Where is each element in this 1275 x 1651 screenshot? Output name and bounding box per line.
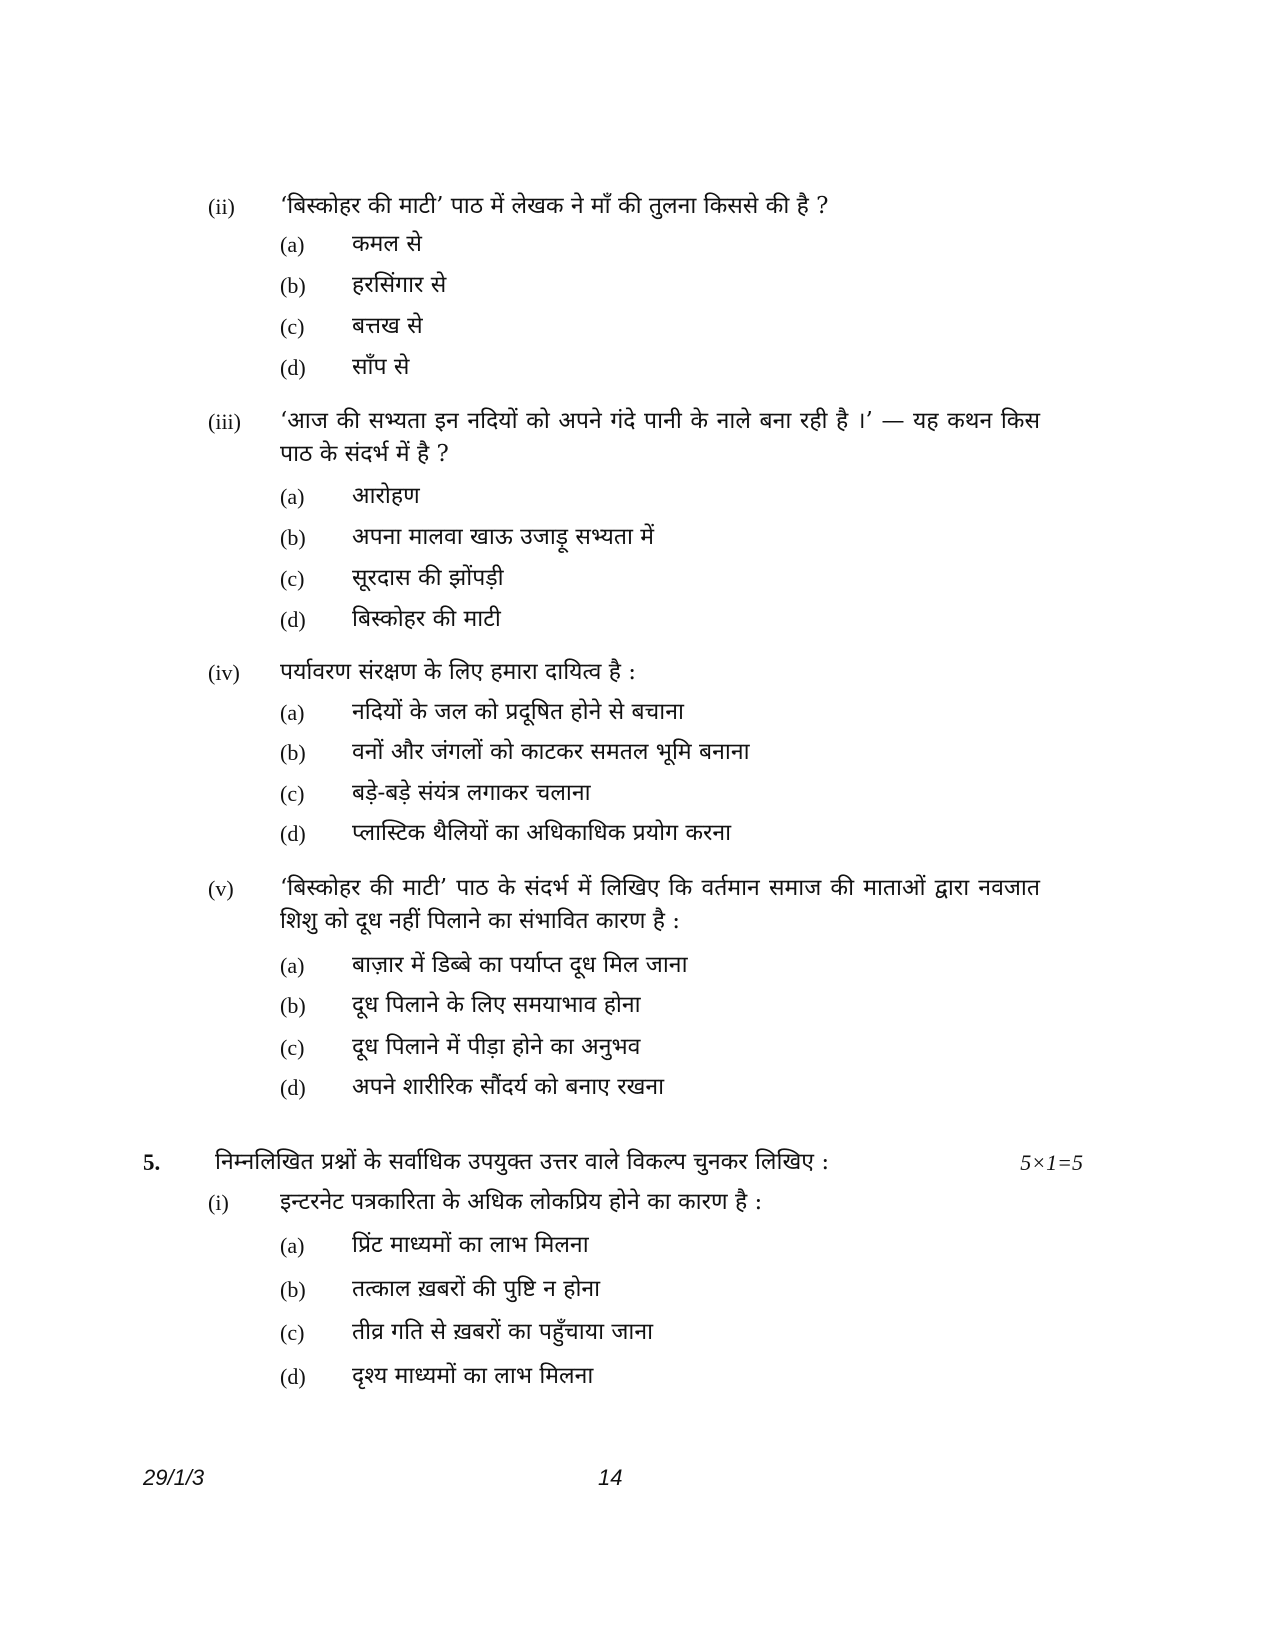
- option-d: [280, 603, 1000, 643]
- option-text: बड़े-बड़े संयंत्र लगाकर चलाना: [352, 780, 591, 806]
- page-number: 14: [598, 1465, 623, 1490]
- option-b: [280, 989, 1000, 1029]
- option-label: (c): [280, 1320, 305, 1345]
- paper-code: 29/1/3: [143, 1465, 205, 1490]
- option-label: (b): [280, 740, 306, 765]
- option-text: तीव्र गति से ख़बरों का पहुँचाया जाना: [352, 1319, 654, 1345]
- option-a: [280, 696, 1000, 736]
- option-c: [280, 1316, 1000, 1356]
- option-text: दृश्य माध्यमों का लाभ मिलना: [352, 1363, 594, 1389]
- option-text: अपना मालवा खाऊ उजाड़ू सभ्यता में: [352, 524, 654, 550]
- section-number: 5.: [143, 1150, 161, 1175]
- option-text: वनों और जंगलों को काटकर समतल भूमि बनाना: [352, 739, 750, 765]
- option-text: दूध पिलाने के लिए समयाभाव होना: [352, 992, 641, 1018]
- option-text: बिस्कोहर की माटी: [352, 606, 501, 632]
- option-c: [280, 562, 1000, 602]
- option-label: (b): [280, 993, 306, 1018]
- question-text: ‘बिस्कोहर की माटी’ पाठ के संदर्भ में लिखिए कि वर्तमान समाज की माताओं द्वारा नवजात शिशु को दूध नहीं पिलाने का संभावित कारण है :: [280, 875, 1040, 934]
- question-text: ‘आज की सभ्यता इन नदियों को अपने गंदे पानी के नाले बना रही है ।’ — यह कथन किस पाठ के संदर्भ में है ?: [280, 408, 1040, 467]
- option-a: [280, 228, 1000, 268]
- option-a: [280, 1229, 1000, 1269]
- option-text: आरोहण: [352, 483, 420, 509]
- option-text: दूध पिलाने में पीड़ा होने का अनुभव: [352, 1034, 641, 1060]
- option-text: सूरदास की झोंपड़ी: [352, 565, 504, 591]
- option-label: (d): [280, 607, 306, 632]
- option-label: (c): [280, 314, 305, 339]
- section-5-header: [143, 1146, 1083, 1186]
- option-label: (d): [280, 1364, 306, 1389]
- question-number: (iv): [208, 660, 240, 685]
- option-d: [280, 351, 1000, 391]
- option-label: (d): [280, 1075, 306, 1100]
- question-number: (ii): [208, 194, 235, 219]
- section-instruction: निम्नलिखित प्रश्नों के सर्वाधिक उपयुक्त उत्तर वाले विकल्प चुनकर लिखिए :: [215, 1149, 830, 1175]
- option-b: [280, 1273, 1000, 1313]
- option-text: हरसिंगार से: [352, 272, 447, 298]
- option-text: बाज़ार में डिब्बे का पर्याप्त दूध मिल जाना: [352, 952, 688, 978]
- option-text: साँप से: [352, 354, 410, 380]
- marks-allocation: 5×1=5: [1020, 1150, 1083, 1175]
- option-c: [280, 777, 1000, 817]
- option-label: (d): [280, 821, 306, 846]
- option-d: [280, 1360, 1000, 1400]
- option-label: (b): [280, 273, 306, 298]
- option-label: (a): [280, 953, 305, 978]
- option-label: (c): [280, 781, 305, 806]
- question-text: इन्टरनेट पत्रकारिता के अधिक लोकप्रिय होने का कारण है :: [280, 1189, 763, 1215]
- option-label: (a): [280, 232, 305, 257]
- option-label: (c): [280, 566, 305, 591]
- question-text: पर्यावरण संरक्षण के लिए हमारा दायित्व है :: [280, 659, 636, 685]
- option-b: [280, 521, 1000, 561]
- option-a: [280, 949, 1000, 989]
- option-text: बत्तख से: [352, 313, 423, 339]
- option-c: [280, 1031, 1000, 1071]
- question-number: (v): [208, 876, 234, 901]
- option-a: [280, 480, 1000, 520]
- question-text: ‘बिस्कोहर की माटी’ पाठ में लेखक ने माँ की तुलना किससे की है ?: [280, 193, 829, 219]
- option-label: (a): [280, 1233, 305, 1258]
- option-label: (b): [280, 1277, 306, 1302]
- option-text: नदियों के जल को प्रदूषित होने से बचाना: [352, 699, 684, 725]
- option-text: अपने शारीरिक सौंदर्य को बनाए रखना: [352, 1074, 665, 1100]
- question-number: (i): [208, 1190, 229, 1215]
- option-label: (d): [280, 355, 306, 380]
- option-d: [280, 1071, 1000, 1111]
- option-label: (a): [280, 700, 305, 725]
- option-c: [280, 310, 1000, 350]
- question-number: (iii): [208, 409, 241, 434]
- option-label: (b): [280, 525, 306, 550]
- option-b: [280, 736, 1000, 776]
- option-b: [280, 269, 1000, 309]
- option-text: प्लास्टिक थैलियों का अधिकाधिक प्रयोग करना: [352, 820, 732, 846]
- option-d: [280, 817, 1000, 857]
- option-text: तत्काल ख़बरों की पुष्टि न होना: [352, 1276, 601, 1302]
- option-text: कमल से: [352, 231, 422, 257]
- option-text: प्रिंट माध्यमों का लाभ मिलना: [352, 1232, 589, 1258]
- option-label: (a): [280, 484, 305, 509]
- option-label: (c): [280, 1035, 305, 1060]
